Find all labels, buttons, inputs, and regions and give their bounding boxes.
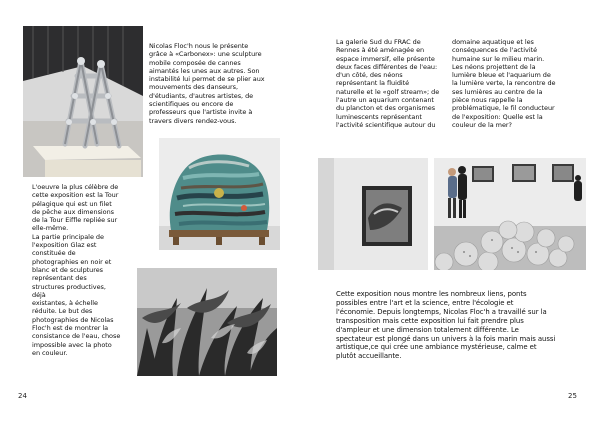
text-conclusion: Cette exposition nous montre les nombreux liens, ponts possibles entre l'art et la science, entre l'écologie et l'économie. Depuis longtemps, Nicolas Floc'h a travaillé sur la transposition mais cette exposition lui fait prendre plus d'ampleur et une dimension totalement différente. Le spectateur est plongé dans un univers à la fois marin mais aussi artistique,ce qui crée une ambiance mystérieuse, calme et plutôt accueillante. (336, 290, 556, 361)
page-number-right: 25 (568, 392, 577, 400)
right-page (300, 0, 600, 424)
seaweed-photo (137, 268, 277, 376)
text-galerie-sud-col2: domaine aquatique et les conséquences de l'activité humaine sur le milieu marin. Les néons projettent de la lumière bleue et l'aquarium de la lumière verte, la rencontre de ses lumières au centre de la pièce nous rappelle la problématique, le fil conducteur de l'exposition: Quelle est la couleur de la mer? (452, 38, 556, 129)
gallery-visitors-photo (434, 158, 586, 270)
page-number-left: 24 (18, 392, 27, 400)
fishing-net-photo (159, 138, 280, 250)
text-tour-pelagique: L'oeuvre la plus célèbre de cette exposition est la Tour pélagique qui est un filet de pêche aux dimensions de la Tour Eiffle repliée sur elle-même. La partie principale de l'exposition Glaz est constituée de photographies en noir et blanc et de sculptures représentant des structures productives, déjà existantes, à échelle réduite. Le but des photographies de Nicolas Floc'h est de montrer la consistance de l'eau, chose impossible avec la photo en couleur. (32, 183, 121, 357)
text-galerie-sud-col1: La galerie Sud du FRAC de Rennes à été aménagée en espace immersif, elle présente deux faces différentes de l'eau: d'un côté, des néons représentant la fluidité naturelle et le «golf stream»; de l'autre un aquarium contenant du plancton et des organismes luminescents représentant l'activité scientifique autour du (336, 38, 440, 129)
framed-photo-on-wall (318, 158, 428, 270)
text-carbonex: Nicolas Floc'h nous le présente grâce à «Carbonex»: une sculpture mobile composée de cannes aimantés les unes aux autres. Son instabilité lui permet de se plier aux mouvements des danseurs, d'étudiants, d'autres artistes, de scientifiques ou encore de professeurs que l'artiste invite à travers divers rendez-vous. (149, 42, 265, 125)
sculpture-photo (23, 26, 143, 177)
